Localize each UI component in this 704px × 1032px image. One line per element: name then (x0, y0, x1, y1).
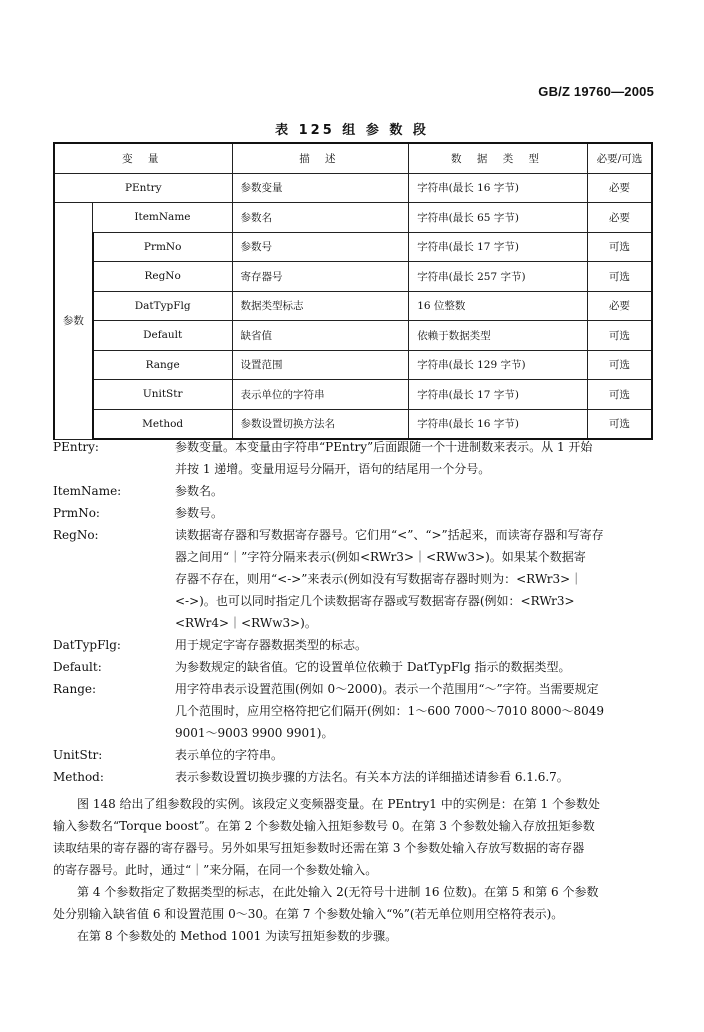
text-line: 几个范围时，应用空格符把它们隔开(例如：1～600 7000～7010 8000～8049 (175, 704, 605, 718)
cell-description: 参数设置切换方法名 (232, 409, 409, 439)
definition-term: ItemName: (53, 484, 122, 498)
text-line: 用于规定字寄存器数据类型的标志。 (175, 638, 368, 652)
table-row (54, 262, 652, 292)
definition-item (53, 502, 661, 524)
definition-description (175, 502, 661, 524)
definition-list (53, 436, 661, 788)
text-line: 用字符串表示设置范围(例如 0～2000)。表示一个范围用“～”字符。当需要规定 (175, 682, 599, 696)
cell-data-type: 字符串(最长 129 字节) (409, 350, 588, 380)
definition-item (53, 678, 661, 744)
group-label: 参数 (54, 203, 93, 440)
cell-description: 缺省值 (232, 321, 409, 351)
cell-data-type: 字符串(最长 16 字节) (409, 173, 588, 203)
table-row (54, 291, 652, 321)
cell-required: 可选 (587, 232, 652, 262)
definition-description (175, 524, 661, 634)
header-variable: 变 量 (54, 143, 232, 173)
definition-description (175, 766, 661, 788)
cell-variable: Method (93, 409, 232, 439)
cell-data-type: 字符串(最长 65 字节) (409, 203, 588, 233)
cell-data-type: 依赖于数据类型 (409, 321, 588, 351)
cell-description: 数据类型标志 (232, 291, 409, 321)
cell-data-type: 字符串(最长 257 字节) (409, 262, 588, 292)
table-row (54, 203, 652, 233)
definition-term: RegNo: (53, 528, 99, 542)
cell-description: 参数名 (232, 203, 409, 233)
definition-item (53, 634, 661, 656)
header-description: 描 述 (232, 143, 409, 173)
body-paragraph (53, 793, 661, 881)
text-line: 在第 8 个参数处的 Method 1001 为读写扭矩参数的步骤。 (77, 929, 398, 943)
parameter-table (53, 142, 653, 440)
definition-description (175, 634, 661, 656)
definition-description (175, 678, 661, 744)
table-row (54, 321, 652, 351)
cell-required: 可选 (587, 380, 652, 410)
cell-required: 可选 (587, 409, 652, 439)
definition-item (53, 744, 661, 766)
definition-item (53, 524, 661, 634)
cell-data-type: 字符串(最长 16 字节) (409, 409, 588, 439)
text-line: 的寄存器号。此时，通过“｜”来分隔，在同一个参数处输入。 (53, 863, 378, 877)
cell-variable: DatTypFlg (93, 291, 232, 321)
definition-description (175, 480, 661, 502)
table-row (54, 173, 652, 203)
definition-term: Default: (53, 660, 102, 674)
text-line: 9001～9003 9900 9901)。 (175, 726, 334, 740)
cell-variable: Range (93, 350, 232, 380)
table-title: 表 125 组 参 数 段 (275, 123, 429, 138)
cell-data-type: 字符串(最长 17 字节) (409, 232, 588, 262)
definition-description (175, 744, 661, 766)
table-row (54, 409, 652, 439)
cell-data-type: 字符串(最长 17 字节) (409, 380, 588, 410)
cell-variable: PEntry (54, 173, 232, 203)
text-line: 图 148 给出了组参数段的实例。该段定义变频器变量。在 PEntry1 中的实例是：在第 1 个参数处 (77, 797, 600, 811)
cell-required: 必要 (587, 173, 652, 203)
definition-term: Range: (53, 682, 97, 696)
cell-required: 必要 (587, 291, 652, 321)
cell-data-type: 16 位整数 (409, 291, 588, 321)
definition-term: PrmNo: (53, 506, 100, 520)
cell-variable: UnitStr (93, 380, 232, 410)
definition-term: Method: (53, 770, 104, 784)
definition-item (53, 656, 661, 678)
text-line: 为参数规定的缺省值。它的设置单位依赖于 DatTypFlg 指示的数据类型。 (175, 660, 571, 674)
text-line: 读数据寄存器和写数据寄存器号。它们用“<”、“>”括起来，而读寄存器和写寄存 (175, 528, 604, 542)
text-line: 存器不存在，则用“<->”来表示(例如没有写数据寄存器时则为：<RWr3>｜ (175, 572, 583, 586)
cell-variable: ItemName (93, 203, 232, 233)
text-line: 表示单位的字符串。 (175, 748, 284, 762)
table-header-row (54, 143, 652, 173)
text-line: 输入参数名“Torque boost”。在第 2 个参数处输入扭矩参数号 0。在第 3 个参数处输入存放扭矩参数 (53, 819, 595, 833)
cell-required: 可选 (587, 262, 652, 292)
text-line: 第 4 个参数指定了数据类型的标志，在此处输入 2(无符号十进制 16 位数)。在第 5 和第 6 个参数 (77, 885, 599, 899)
cell-description: 参数变量 (232, 173, 409, 203)
text-line: 表示参数设置切换步骤的方法名。有关本方法的详细描述请参看 6.1.6.7。 (175, 770, 569, 784)
definition-description (175, 436, 661, 480)
definition-item (53, 766, 661, 788)
cell-required: 可选 (587, 321, 652, 351)
table-row (54, 350, 652, 380)
cell-required: 必要 (587, 203, 652, 233)
cell-variable: PrmNo (93, 232, 232, 262)
definition-item (53, 480, 661, 502)
table-row (54, 232, 652, 262)
definition-description (175, 656, 661, 678)
text-line: 参数变量。本变量由字符串“PEntry”后面跟随一个十进制数来表示。从 1 开始 (175, 440, 593, 454)
cell-description: 表示单位的字符串 (232, 380, 409, 410)
text-line: 参数名。 (175, 484, 224, 498)
definition-term: UnitStr: (53, 748, 103, 762)
text-line: 并按 1 递增。变量用逗号分隔开，语句的结尾用一个分号。 (175, 462, 491, 476)
definition-item (53, 436, 661, 480)
header-required: 必要/可选 (587, 143, 652, 173)
text-line: 读取结果的寄存器的寄存器号。另外如果写扭矩参数时还需在第 3 个参数处输入存放写数据的寄存器 (53, 841, 585, 855)
text-line: <RWr4>｜<RWw3>)。 (175, 616, 317, 630)
cell-description: 寄存器号 (232, 262, 409, 292)
cell-variable: RegNo (93, 262, 232, 292)
standard-number: GB/Z 19760—2005 (538, 84, 654, 99)
text-line: <->)。也可以同时指定几个读数据寄存器或写数据寄存器(例如：<RWr3> (175, 594, 575, 608)
header-data-type: 数 据 类 型 (409, 143, 588, 173)
definition-term: DatTypFlg: (53, 638, 121, 652)
text-line: 参数号。 (175, 506, 224, 520)
cell-description: 参数号 (232, 232, 409, 262)
text-line: 处分别输入缺省值 6 和设置范围 0～30。在第 7 个参数处输入“%”(若无单位则用空格符表示)。 (53, 907, 564, 921)
body-paragraph (53, 925, 661, 947)
cell-required: 可选 (587, 350, 652, 380)
table-row (54, 380, 652, 410)
text-line: 器之间用“｜”字符分隔来表示(例如<RWr3>｜<RWw3>)。如果某个数据寄 (175, 550, 586, 564)
cell-description: 设置范围 (232, 350, 409, 380)
body-paragraph (53, 881, 661, 925)
cell-variable: Default (93, 321, 232, 351)
definition-term: PEntry: (53, 440, 99, 454)
